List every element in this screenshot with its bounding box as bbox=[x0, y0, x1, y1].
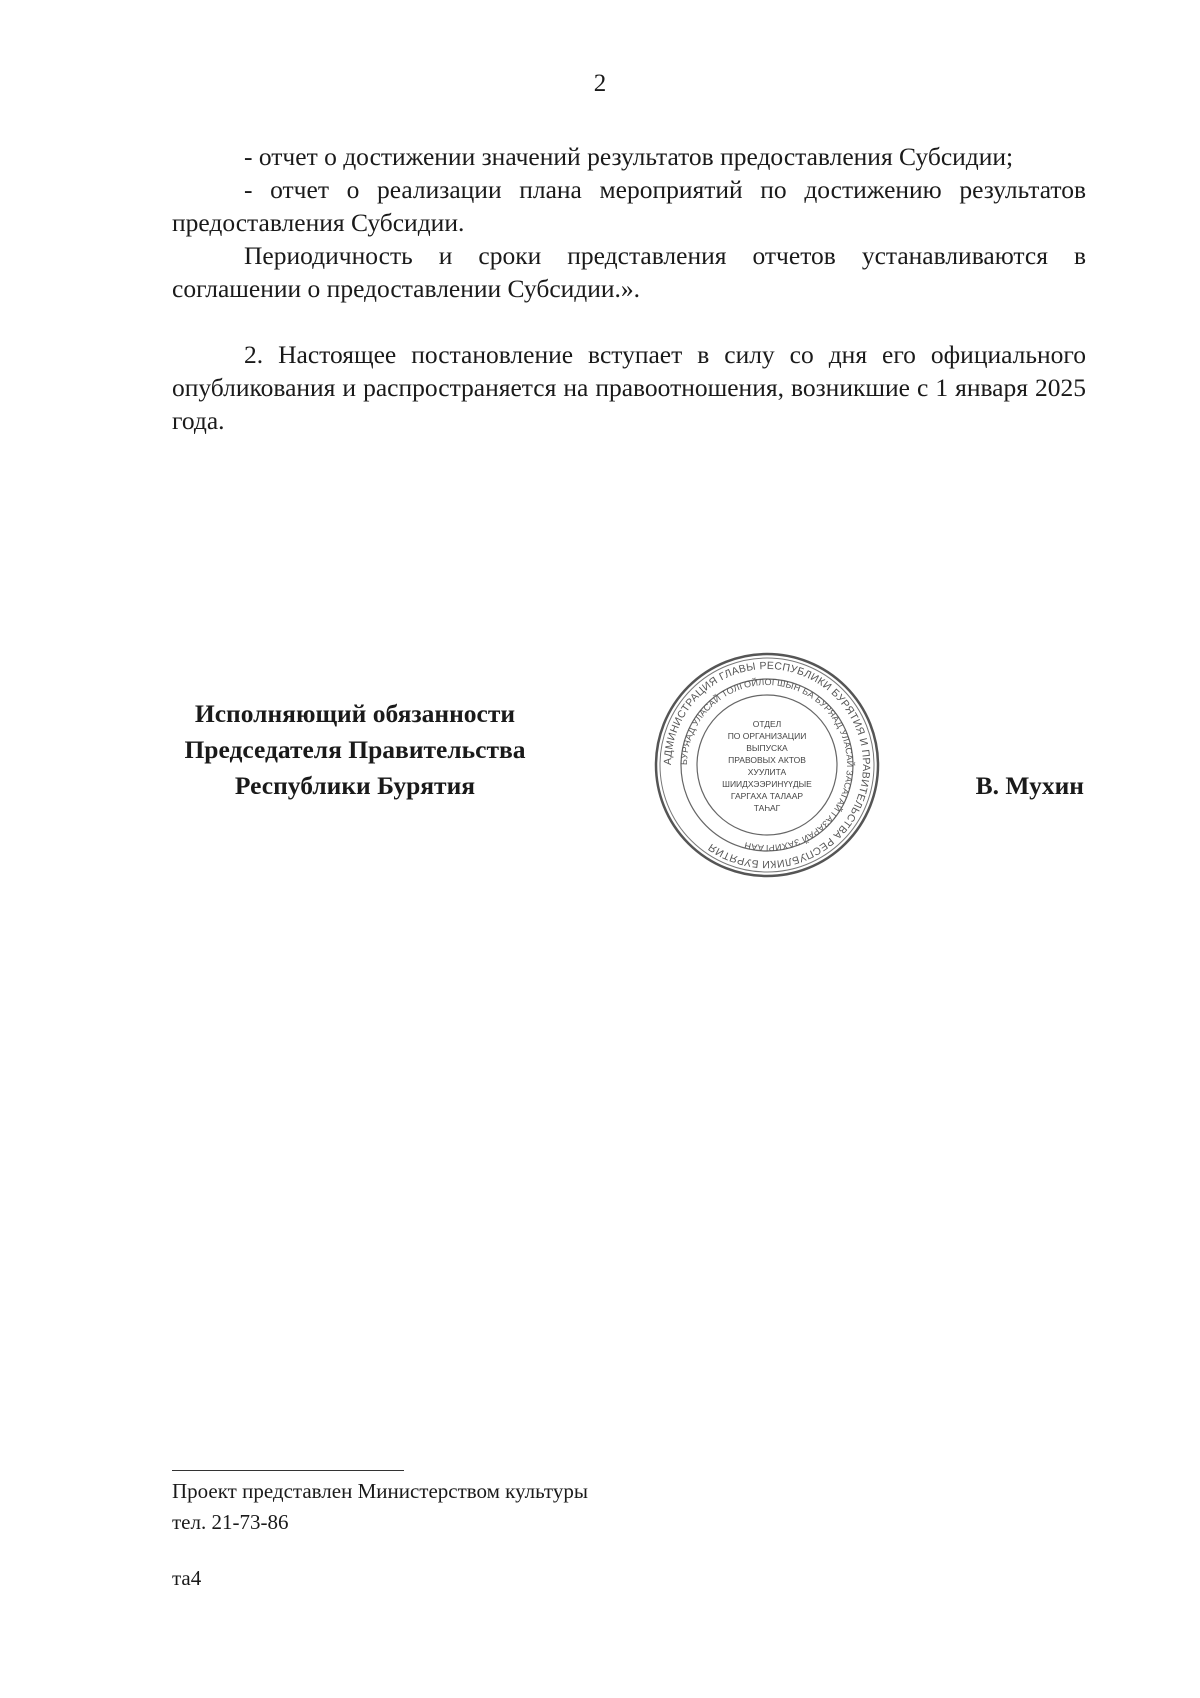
paragraph-periodicity: Периодичность и сроки представления отчетов устанавливаются в соглашении о предоставлении Субсидии.». bbox=[172, 241, 1086, 303]
stamp-center-line: ВЫПУСКА bbox=[746, 743, 788, 753]
signer-name: В. Мухин bbox=[975, 771, 1084, 800]
footnote-phone: тел. 21-73-86 bbox=[172, 1510, 289, 1534]
footnote-submitted-by: Проект представлен Министерством культуры bbox=[172, 1479, 588, 1503]
paragraph-report-plan: - отчет о реализации плана мероприятий по достижению результатов предоставления Субсидии. bbox=[172, 175, 1086, 237]
document-code: та4 bbox=[172, 1566, 202, 1590]
stamp-center-line: ПО ОРГАНИЗАЦИИ bbox=[727, 731, 807, 741]
stamp-ring-text: АДМИНИСТРАЦИЯ ГЛАВЫ РЕСПУБЛИКИ БУРЯТИЯ И ПРАВИТЕЛЬСТВА РЕСПУБЛИКИ БУРЯТИЯ bbox=[661, 659, 873, 871]
signature-title-block bbox=[160, 696, 550, 804]
stamp-center-line: ГАРГАХА ТАЛААР bbox=[730, 791, 804, 801]
stamp-center-line: ШИИДХЭЭРИНҮҮДЫЕ bbox=[722, 779, 812, 789]
stamp-center-line: ТАҺАГ bbox=[753, 803, 781, 813]
footnote bbox=[172, 1476, 588, 1538]
stamp-inner-ring-text: БУРЯАД УЛАСАЙ ТОЛГОЙЛОГШЫН БА БУРЯАД УЛАСАЙ ЗАСАГАЙ ГАЗАРАЙ ЗАХИРГААН bbox=[678, 676, 856, 854]
signature-title-line: Республики Бурятия bbox=[234, 771, 476, 800]
signature-title-line: Председателя Правительства bbox=[184, 735, 526, 764]
paragraph-report-results: - отчет о достижении значений результатов предоставления Субсидии; bbox=[244, 142, 1014, 171]
stamp-seal-icon bbox=[652, 650, 882, 880]
footnote-divider bbox=[172, 1470, 404, 1471]
signature-title-line: Исполняющий обязанности bbox=[194, 699, 516, 728]
document-body bbox=[172, 140, 1086, 437]
page-number: 2 bbox=[593, 70, 607, 97]
stamp-center-line: ОТДЕЛ bbox=[752, 719, 782, 729]
official-stamp bbox=[652, 650, 882, 880]
stamp-center-line: ХУУЛИТА bbox=[747, 767, 787, 777]
stamp-center-line: ПРАВОВЫХ АКТОВ bbox=[728, 755, 806, 765]
paragraph-effective-date: 2. Настоящее постановление вступает в силу со дня его официального опубликования и распространяется на правоотношения, возникшие с 1 января 2025 года. bbox=[172, 340, 1086, 435]
